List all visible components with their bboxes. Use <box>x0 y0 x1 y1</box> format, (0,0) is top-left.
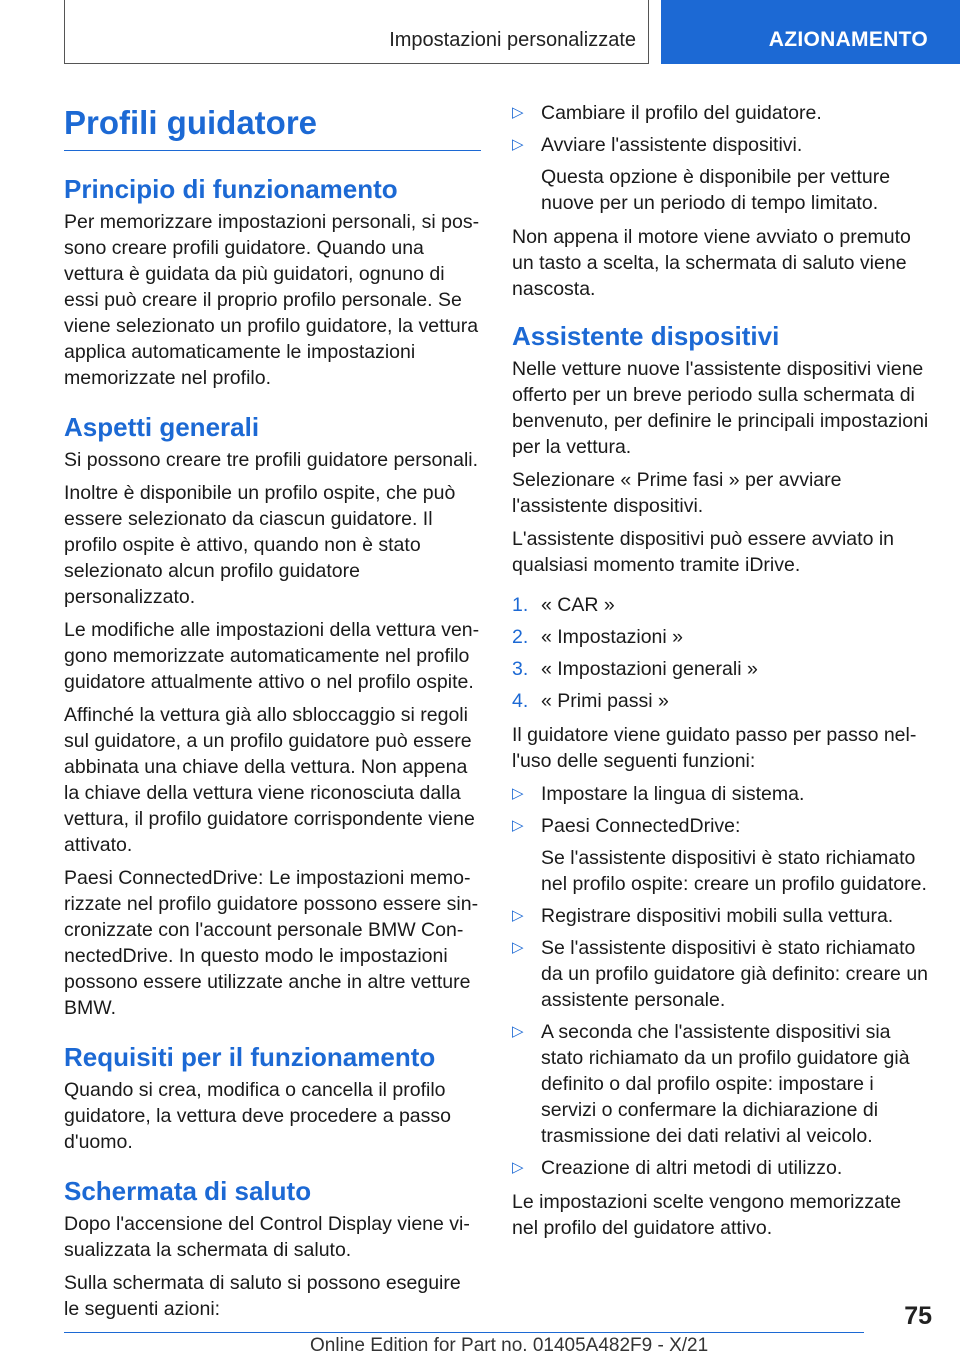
list-item: ▷ Se l'assistente dispositivi è stato richiamato da un profilo guidatore già definito: creare un assistente personale. <box>512 937 929 1011</box>
triangle-right-icon: ▷ <box>512 785 524 802</box>
section-heading: Schermata di saluto <box>64 1176 312 1206</box>
section-heading: Requisiti per il funzionamento <box>64 1042 436 1072</box>
paragraph: Dopo l'accensione del Control Display viene visualizzata la schermata di saluto. <box>64 1213 470 1261</box>
section-schermata <box>64 1175 481 1322</box>
step-item: 2. « Impostazioni » <box>512 626 683 648</box>
paragraph: Il guidatore viene guidato passo per passo nell'uso delle seguenti funzioni: <box>512 724 917 772</box>
paragraph: Non appena il motore viene avviato o premuto un tasto a scelta, la schermata di saluto viene nascosta. <box>512 226 911 300</box>
section-heading: Assistente dispositivi <box>512 321 780 351</box>
right-column <box>512 100 932 1248</box>
triangle-right-icon: ▷ <box>512 1159 524 1176</box>
chapter-tab <box>661 0 960 64</box>
section-heading: Principio di funzionamento <box>64 174 398 204</box>
header-section-box <box>64 0 649 64</box>
step-item: 3. « Impostazioni generali » <box>512 658 758 680</box>
paragraph: Affinché la vettura già allo sbloccaggio si regoli sul guidatore, a un profilo guidatore può essere abbinata una chiave della vettura. Non appena la chiave della vettura viene riconosciuta dalla vettura, il profilo guidatore corrispondente viene attivato. <box>64 704 475 856</box>
section-aspetti <box>64 411 481 1021</box>
list-item: ▷ Paesi ConnectedDrive: Se l'assistente dispositivi è stato richiamato nel profilo ospite: creare un profilo guidatore. <box>512 813 932 897</box>
step-list <box>512 592 932 714</box>
paragraph: L'assistente dispositivi può essere avviato in qualsiasi momento tramite iDrive. <box>512 528 895 576</box>
step-item: 1. « CAR » <box>512 594 615 616</box>
page-title: Profili guidatore <box>64 100 481 151</box>
list-item: ▷ Registrare dispositivi mobili sulla vettura. <box>512 905 894 927</box>
triangle-right-icon: ▷ <box>512 939 524 956</box>
list-item-note: Questa opzione è disponibile per vetture nuove per un periodo di tempo limitato. <box>541 166 891 214</box>
list-item: ▷ Cambiare il profilo del guidatore. <box>512 102 822 124</box>
paragraph: Si possono creare tre profili guidatore personali. <box>64 449 479 471</box>
section-requisiti <box>64 1041 481 1155</box>
bullet-list <box>512 781 932 1181</box>
paragraph: Le modifiche alle impostazioni della vettura vengono memorizzate automaticamente nel profilo guidatore attualmente attivo o nel profilo ospite. <box>64 619 480 693</box>
triangle-right-icon: ▷ <box>512 907 524 924</box>
paragraph: Nelle vetture nuove l'assistente dispositivi viene offerto per un breve periodo sulla schermata di benvenuto, per definire le principali impostazioni per la vettura. <box>512 358 929 458</box>
footer-edition: Online Edition for Part no. 01405A482F9 - X/21 <box>310 1335 709 1356</box>
section-principio <box>64 173 481 391</box>
footer-divider <box>64 1332 864 1333</box>
triangle-right-icon: ▷ <box>512 817 524 834</box>
step-item: 4. « Primi passi » <box>512 690 669 712</box>
triangle-right-icon: ▷ <box>512 104 524 121</box>
list-item: ▷ Creazione di altri metodi di utilizzo. <box>512 1157 843 1179</box>
paragraph: Sulla schermata di saluto si possono eseguire le seguenti azioni: <box>64 1272 461 1320</box>
page-number: 75 <box>904 1302 932 1330</box>
section-heading: Aspetti generali <box>64 412 260 442</box>
list-item: ▷ Impostare la lingua di sistema. <box>512 783 805 805</box>
section-title: Impostazioni personalizzate <box>389 29 636 51</box>
bullet-list <box>512 100 932 216</box>
list-item: ▷ A seconda che l'assistente dispositivi sia stato richiamato da un profilo guidatore già definito o dal profilo ospite: impostare i servizi o confermare la dichiarazione di trasmissione dei dati relativi al veicolo. <box>512 1021 910 1147</box>
triangle-right-icon: ▷ <box>512 136 524 153</box>
paragraph: Per memorizzare impostazioni personali, si possono creare profili guidatore. Quando una vettura è guidata da più guidatori, ognuno di essi può creare il proprio profilo personale. Se viene selezionato un profilo guidatore, la vettura applica automaticamente le impostazioni memorizzate nel profilo. <box>64 211 480 389</box>
paragraph: Quando si crea, modifica o cancella il profilo guidatore, la vettura deve procedere a passo d'uomo. <box>64 1079 452 1153</box>
triangle-right-icon: ▷ <box>512 1023 524 1040</box>
paragraph: Selezionare « Prime fasi » per avviare l'assistente dispositivi. <box>512 469 842 517</box>
chapter-tab-label: AZIONAMENTO <box>768 28 928 51</box>
paragraph: Le impostazioni scelte vengono memorizzate nel profilo del guidatore attivo. <box>512 1191 902 1239</box>
section-assistente <box>512 320 932 578</box>
left-column <box>64 100 481 1342</box>
paragraph: Inoltre è disponibile un profilo ospite, che può essere selezionato da ciascun guidatore. Il profilo ospite è attivo, quando non è stato selezionato alcun profilo guidatore personalizzato. <box>64 482 456 608</box>
paragraph: Paesi ConnectedDrive: Le impostazioni memorizzate nel profilo guidatore possono essere sincronizzate con l'account personale BMW ConnectedDrive. In questo modo le impostazioni possono essere utilizzate anche in altre vetture BMW. <box>64 867 479 1019</box>
list-item: ▷ Avviare l'assistente dispositivi. Questa opzione è disponibile per vetture nuove per un periodo di tempo limitato. <box>512 132 932 216</box>
list-item-note: Se l'assistente dispositivi è stato richiamato nel profilo ospite: creare un profilo guidatore. <box>541 847 927 895</box>
